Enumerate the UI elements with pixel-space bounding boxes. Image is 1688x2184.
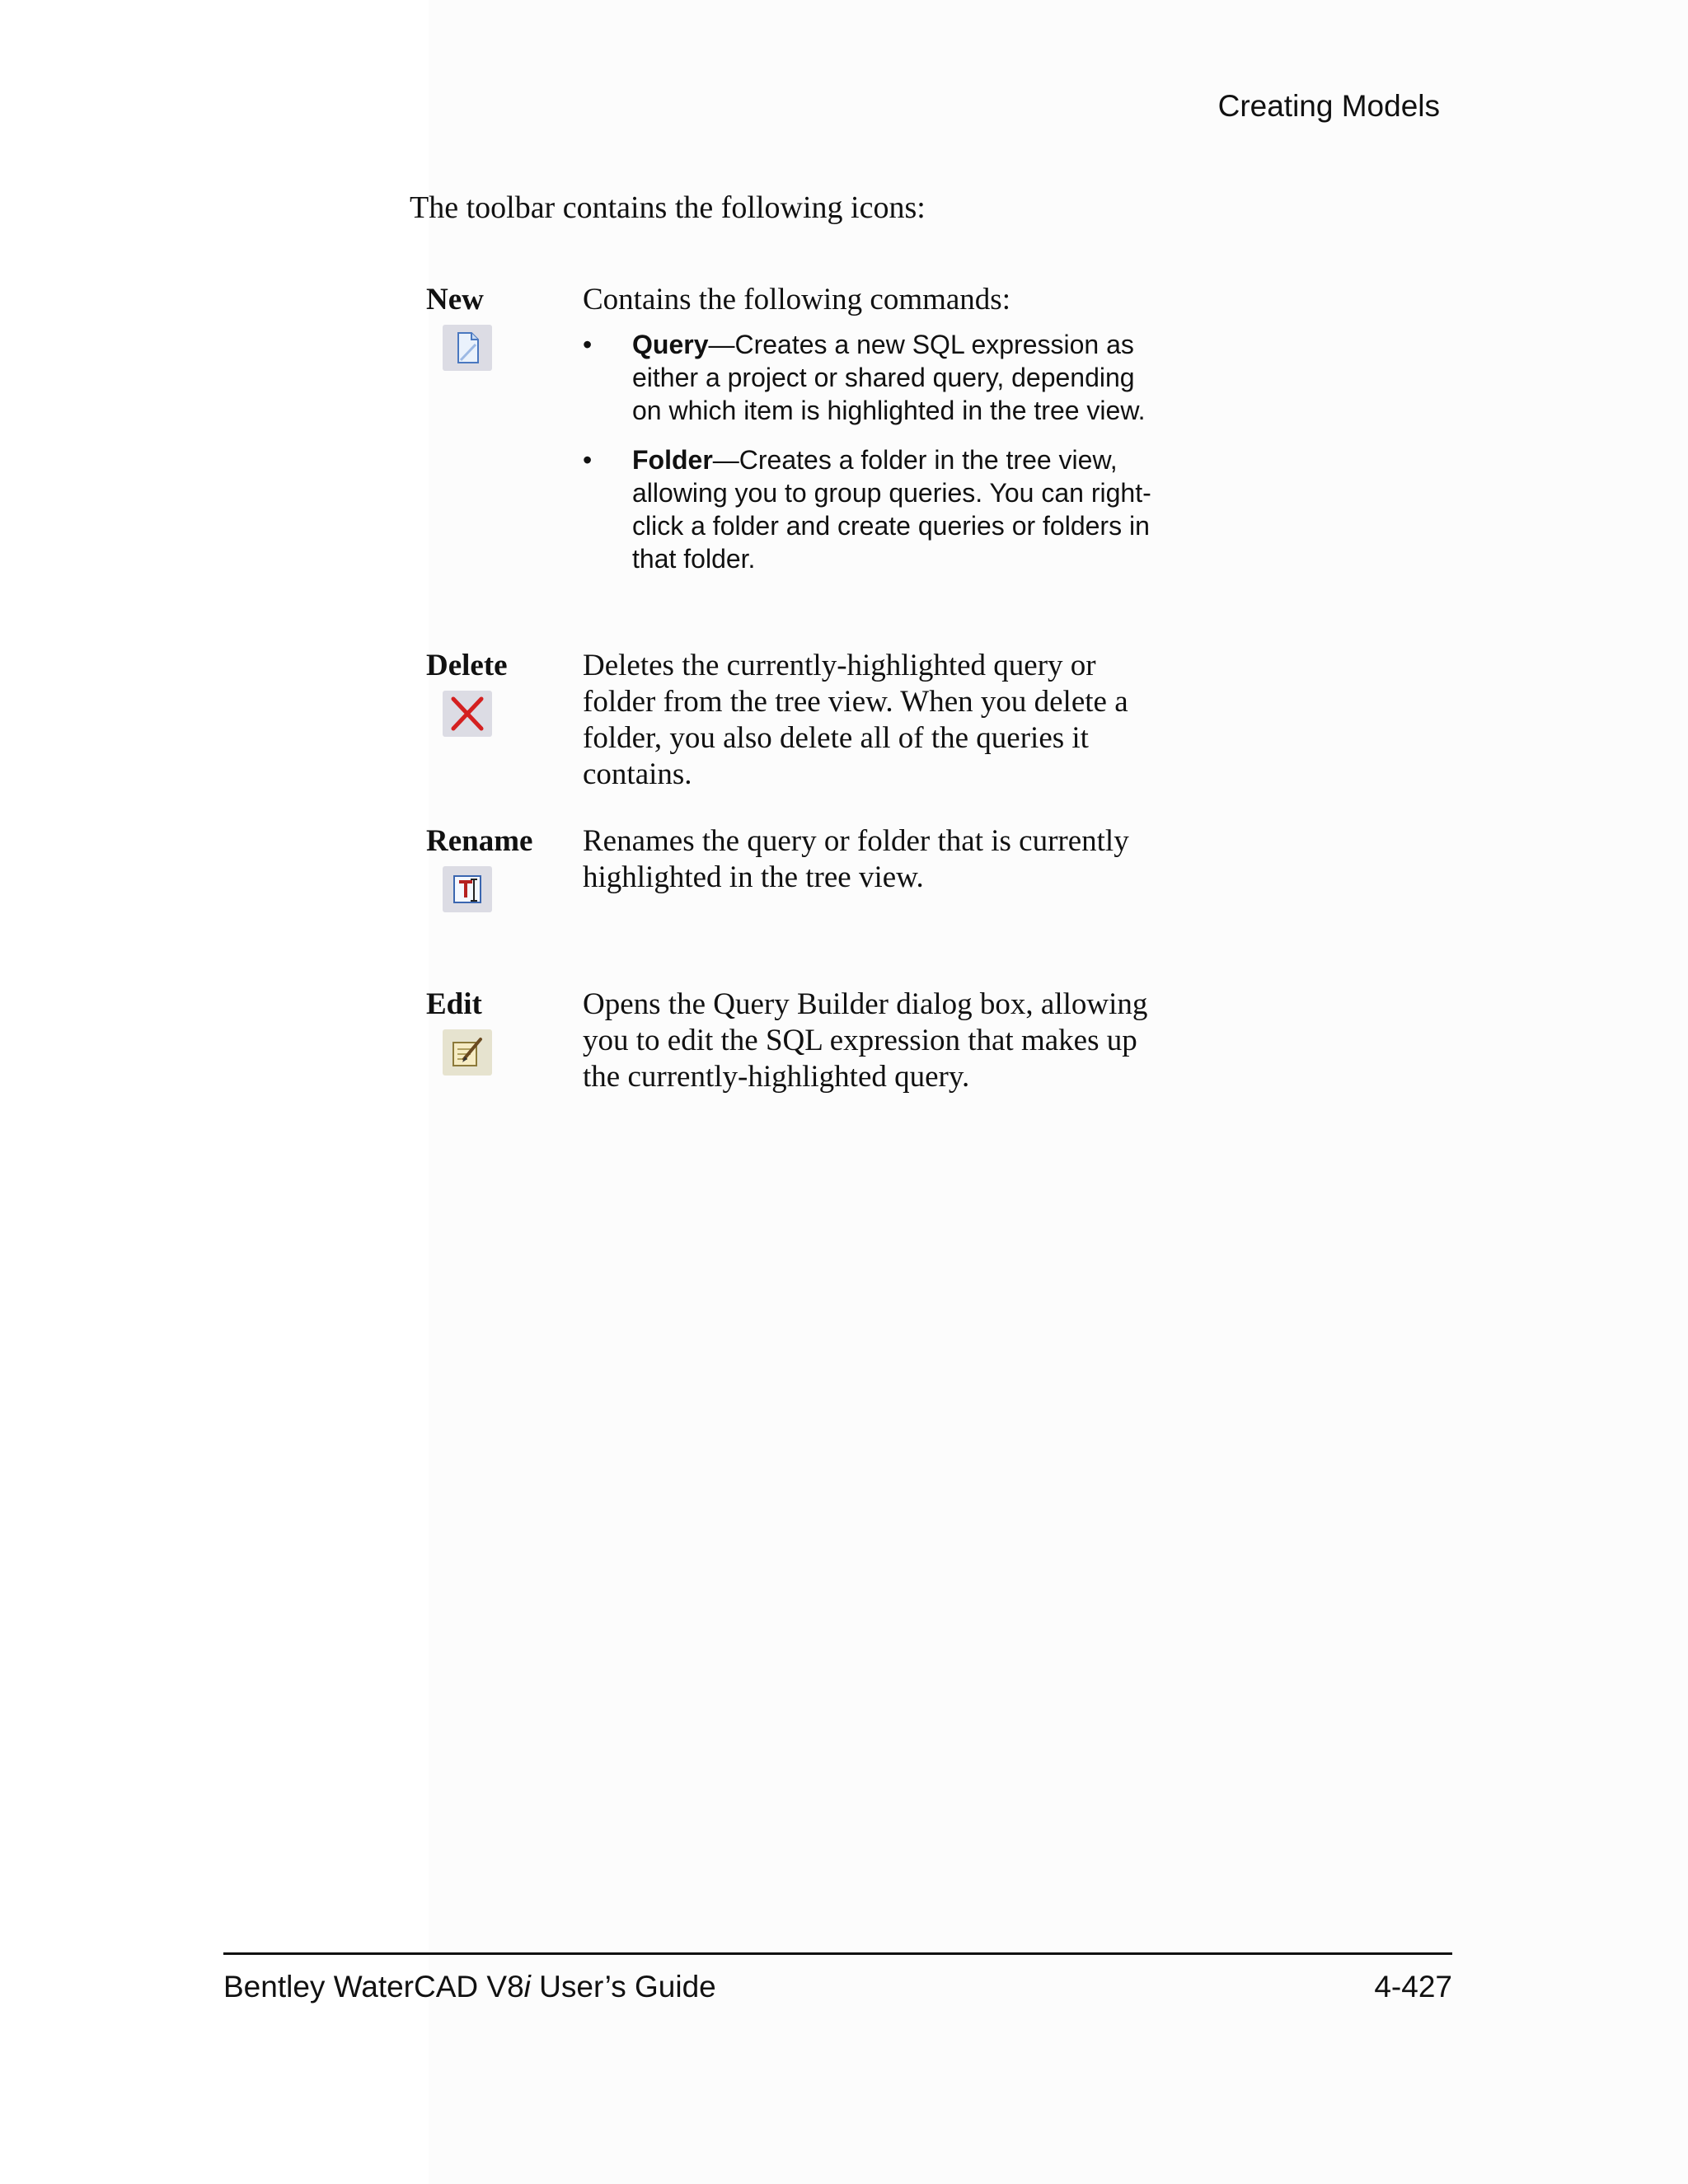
bullet-symbol: • [583,445,593,475]
new-document-icon [443,325,492,371]
command-description: —Creates a new SQL expression as either a project or shared query, depending on which item is highlighted in the tree view. [632,330,1146,425]
running-header: Creating Models [1217,89,1440,123]
rename-description: Renames the query or folder that is currently highlighted in the tree view. [583,824,1129,894]
command-name: Query [632,330,709,359]
guide-title-suffix: User’s Guide [530,1970,716,2004]
term-new: New [426,283,484,316]
list-item [583,328,1160,427]
bullet-symbol: • [583,330,593,359]
command-name: Folder [632,445,713,475]
term-edit: Edit [426,987,482,1021]
delete-x-icon [443,691,492,737]
new-description: Contains the following commands: [583,283,1010,316]
term-delete: Delete [426,649,508,682]
intro-paragraph: The toolbar contains the following icons: [410,190,926,225]
guide-title-italic: i [523,1970,531,2004]
footer-rule [223,1952,1452,1955]
rename-icon [443,866,492,912]
edit-description: Opens the Query Builder dialog box, allowing you to edit the SQL expression that makes up the currently-highlighted query. [583,987,1148,1094]
list-item [583,443,1160,575]
delete-description: Deletes the currently-highlighted query or folder from the tree view. When you delete a folder, you also delete all of the queries it contains. [583,649,1128,791]
guide-title-prefix: Bentley WaterCAD V8 [223,1970,524,2004]
new-command-list [583,328,1160,592]
edit-icon [443,1029,492,1076]
footer-guide-title [223,1970,716,2004]
command-description: —Creates a folder in the tree view, allowing you to group queries. You can right-click a folder and create queries or folders in that folder. [632,445,1151,574]
term-rename: Rename [426,824,533,858]
page-number: 4-427 [1374,1970,1452,2004]
